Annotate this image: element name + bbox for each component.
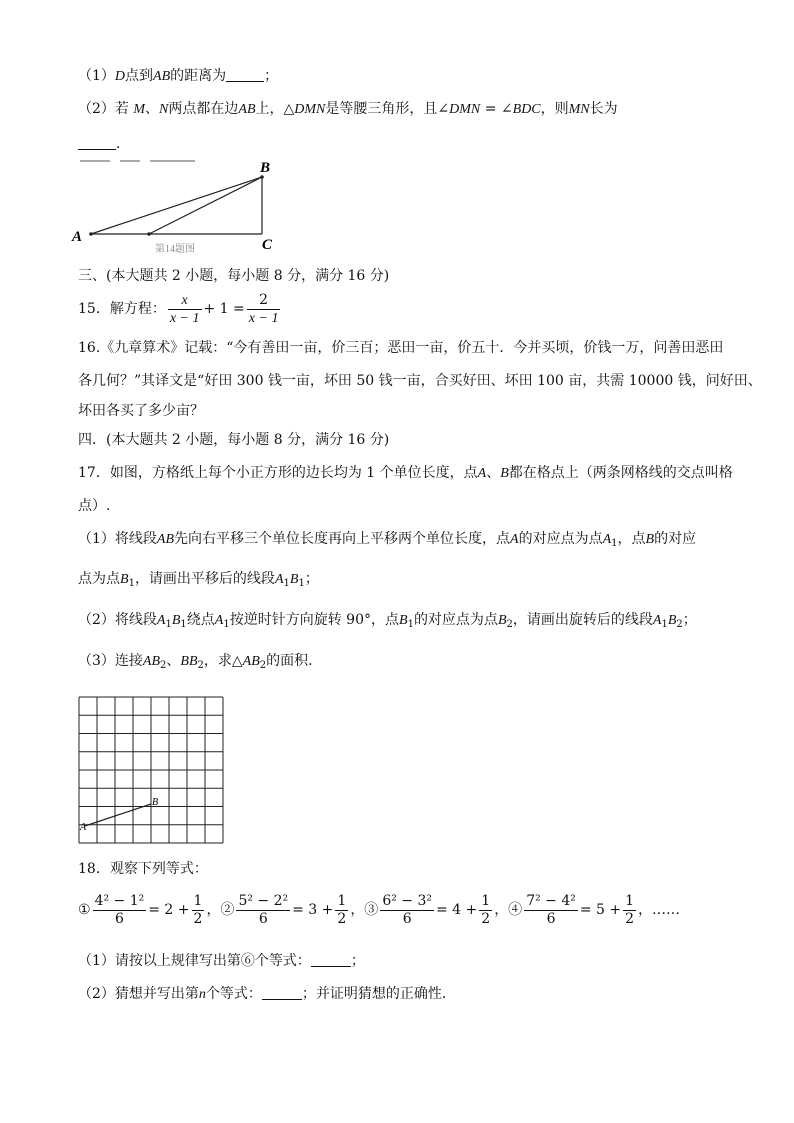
var-AB: AB — [156, 532, 175, 547]
text: 、 — [486, 465, 501, 481]
denominator: x − 1 — [169, 310, 200, 326]
text: = 5 + — [579, 902, 622, 918]
var-A1: A — [274, 572, 284, 587]
denominator: 2 — [481, 910, 491, 927]
text: 的对应点为点 — [413, 612, 498, 628]
text: 点为点 — [78, 571, 120, 587]
var-A1: A — [602, 532, 612, 547]
denominator: 2 — [337, 910, 347, 927]
text: 17．如图，方格纸上每个小正方形的边长均为 1 个单位长度，点 — [78, 465, 478, 481]
text: 个等式： — [205, 986, 262, 1002]
answer-blank[interactable] — [262, 985, 302, 1000]
subscript: 2 — [506, 619, 513, 630]
var-DMN: DMN — [449, 102, 481, 117]
segment-AB — [91, 177, 262, 234]
numerator: 5² − 2² — [238, 892, 289, 909]
subscript: 1 — [223, 619, 230, 630]
var-AB2: AB — [242, 654, 260, 669]
eq-mark: ① — [78, 902, 91, 918]
var-B1: B — [171, 613, 181, 628]
var-D: D — [114, 69, 126, 84]
answer-blank[interactable] — [78, 135, 116, 150]
text: ，请画出平移后的线段 — [134, 571, 275, 587]
q14-part2-cont — [78, 134, 120, 154]
subscript: 2 — [259, 660, 267, 671]
q14-part1 — [78, 66, 278, 87]
text: 的面积． — [266, 653, 323, 669]
var-A: A — [477, 466, 487, 481]
equation-4 — [494, 892, 638, 927]
half-fraction — [335, 893, 348, 928]
text: = 4 + — [435, 902, 478, 918]
q17-part1-cont — [78, 569, 319, 594]
segment-DB — [149, 177, 262, 234]
text: ，请画出旋转后的线段 — [512, 612, 653, 628]
q18-title — [78, 859, 208, 879]
text: （2）将线段 — [78, 612, 157, 628]
text: 16.《九章算术》记载：“今有善田一亩，价三百；恶田一亩，价五十．今并买顷，价钱一万，问善田恶田 — [78, 340, 724, 356]
var-B1: B — [289, 572, 299, 587]
answer-blank[interactable] — [311, 952, 351, 967]
answer-blank[interactable] — [226, 67, 264, 82]
section-4-title — [78, 430, 389, 450]
denominator: 6 — [546, 910, 556, 927]
subscript: 2 — [197, 660, 204, 671]
text: 绕点 — [186, 612, 215, 628]
label-A: A — [72, 229, 83, 245]
text: 各几何？”其译文是“好田 300 钱一亩，坏田 50 钱一亩，合买好田、坏田 100 亩，共需 10000 钱，问好田、 — [78, 373, 762, 389]
denominator: 6 — [258, 910, 268, 927]
equation-3 — [350, 892, 494, 927]
subscript: 2 — [676, 619, 683, 630]
var-BDC: BDC — [512, 102, 541, 117]
var-B1: B — [399, 613, 408, 628]
fraction-2-over-x-minus-1 — [247, 292, 281, 327]
text: 坏田各买了多少亩？ — [78, 403, 204, 419]
fraction-x-over-x-minus-1 — [168, 292, 202, 327]
equation-1 — [78, 892, 206, 927]
text: 先向右平移三个单位长度再向上平移两个单位长度，点 — [174, 531, 511, 547]
q16-line2 — [78, 371, 762, 391]
subscript: 1 — [407, 619, 414, 630]
denominator: 6 — [114, 910, 124, 927]
question-label: 15．解方程： — [78, 301, 166, 317]
subscript: 1 — [180, 619, 187, 630]
text: ； — [304, 571, 319, 587]
section-heading: 四．(本大题共 2 小题，每小题 8 分，满分 16 分) — [78, 432, 390, 448]
eq-mark: ，④ — [494, 902, 523, 918]
numerator: x — [168, 292, 202, 310]
text: ，则 — [540, 101, 569, 117]
numerator: 2 — [247, 292, 281, 310]
text: 18．观察下列等式： — [78, 861, 208, 877]
var-B: B — [645, 532, 655, 547]
text: （3）连接 — [78, 653, 143, 669]
text: = ∠ — [480, 101, 513, 117]
subscript: 1 — [128, 578, 135, 589]
text: 长为 — [589, 101, 618, 117]
var-N: N — [159, 102, 169, 117]
text: 两点都在边 — [168, 101, 239, 117]
denominator: 6 — [402, 910, 412, 927]
q14-part2 — [78, 99, 618, 120]
text: = 3 + — [292, 902, 334, 918]
q16-line3 — [78, 401, 204, 421]
triangle-figure — [70, 155, 280, 255]
var-AB: AB — [238, 102, 256, 117]
text: 、 — [145, 101, 160, 117]
segment-AB — [85, 804, 151, 826]
text: 的对应 — [654, 531, 697, 547]
ellipsis: ，…… — [638, 902, 681, 918]
denominator: 2 — [193, 910, 203, 927]
var-M: M — [133, 102, 146, 117]
text: + 1 = — [203, 301, 245, 317]
text: 是等腰三角形，且∠ — [325, 101, 450, 117]
label-B: B — [260, 160, 271, 176]
text: 都在格点上（两条网格线的交点叫格 — [508, 465, 733, 481]
text: （2）猜想并写出第 — [78, 986, 199, 1002]
half-fraction — [623, 893, 636, 928]
numerator: 1 — [625, 892, 635, 909]
half-fraction — [479, 893, 492, 928]
eq-fraction — [524, 893, 578, 928]
numerator: 1 — [481, 892, 491, 909]
figure-caption: 第14题图 — [155, 244, 195, 255]
var-A1: A — [156, 613, 166, 628]
var-AB2: AB — [142, 654, 161, 669]
var-A1: A — [652, 613, 662, 628]
q16-line1 — [78, 338, 723, 358]
eq-fraction — [93, 893, 147, 928]
var-B1: B — [120, 572, 129, 587]
denominator: x − 1 — [248, 310, 279, 326]
var-MN: MN — [568, 102, 590, 117]
half-fraction — [192, 893, 205, 928]
part-label: （1） — [78, 68, 115, 84]
var-B: B — [500, 466, 509, 481]
text: 、 — [166, 653, 181, 669]
subscript: 1 — [661, 619, 668, 630]
section-heading: 三、(本大题共 2 小题，每小题 8 分，满分 16 分) — [78, 268, 390, 284]
q17-part1 — [78, 529, 696, 554]
var-DMN: DMN — [294, 102, 326, 117]
var-AB: AB — [153, 69, 171, 84]
var-n: n — [198, 987, 206, 1002]
var-B2: B — [667, 613, 677, 628]
eq-mark: ，③ — [350, 902, 379, 918]
text: ，求△ — [203, 653, 243, 669]
numerator: 7² − 4² — [526, 892, 576, 909]
text: . — [116, 136, 121, 152]
eq-fraction — [236, 893, 290, 928]
part-label: （2）若 — [78, 101, 129, 117]
denominator: 2 — [625, 910, 635, 927]
subscript: 1 — [611, 538, 618, 549]
text: 上，△ — [255, 101, 295, 117]
text: ； — [264, 68, 279, 84]
equation-2 — [206, 892, 350, 927]
text: 的距离为 — [170, 68, 227, 84]
point-D — [147, 232, 151, 236]
q18-part1 — [78, 951, 365, 971]
text: ，点 — [617, 531, 646, 547]
numerator: 4² − 1² — [94, 892, 145, 909]
var-B2: B — [497, 613, 507, 628]
grid-label-B: B — [152, 797, 159, 808]
q17-intro-1 — [78, 463, 733, 484]
subscript: 2 — [160, 660, 167, 671]
subscript: 1 — [283, 578, 290, 589]
subscript: 1 — [165, 619, 172, 630]
text: 点）. — [78, 498, 111, 514]
var-A: A — [510, 532, 519, 547]
q15 — [78, 291, 282, 331]
q18-equations — [78, 890, 680, 934]
subscript: 1 — [298, 578, 305, 589]
numerator: 1 — [337, 892, 347, 909]
var-A1: A — [214, 613, 224, 628]
numerator: 1 — [193, 892, 203, 909]
text: ；并证明猜想的正确性． — [301, 986, 456, 1002]
text: ； — [682, 612, 697, 628]
eq-fraction — [380, 893, 434, 928]
q17-part2 — [78, 610, 697, 635]
square-grid[interactable] — [78, 696, 224, 844]
label-C: C — [262, 237, 273, 253]
text: （1）将线段 — [78, 531, 157, 547]
var-BB2: BB — [180, 654, 198, 669]
q17-part3 — [78, 651, 322, 676]
point-A — [89, 232, 93, 236]
eq-mark: ，② — [206, 902, 235, 918]
text: （1）请按以上规律写出第⑥个等式： — [78, 953, 311, 969]
numerator: 6² − 3² — [382, 892, 432, 909]
section-3-title — [78, 266, 389, 286]
text: 的对应点为点 — [518, 531, 603, 547]
text: ； — [350, 953, 365, 969]
text: = 2 + — [148, 902, 190, 918]
q18-part2 — [78, 984, 456, 1005]
grid-label-A: A — [80, 822, 87, 833]
text: 点到 — [125, 68, 154, 84]
text: 按逆时针方向旋转 90°，点 — [229, 612, 399, 628]
q17-intro-2 — [78, 496, 110, 516]
